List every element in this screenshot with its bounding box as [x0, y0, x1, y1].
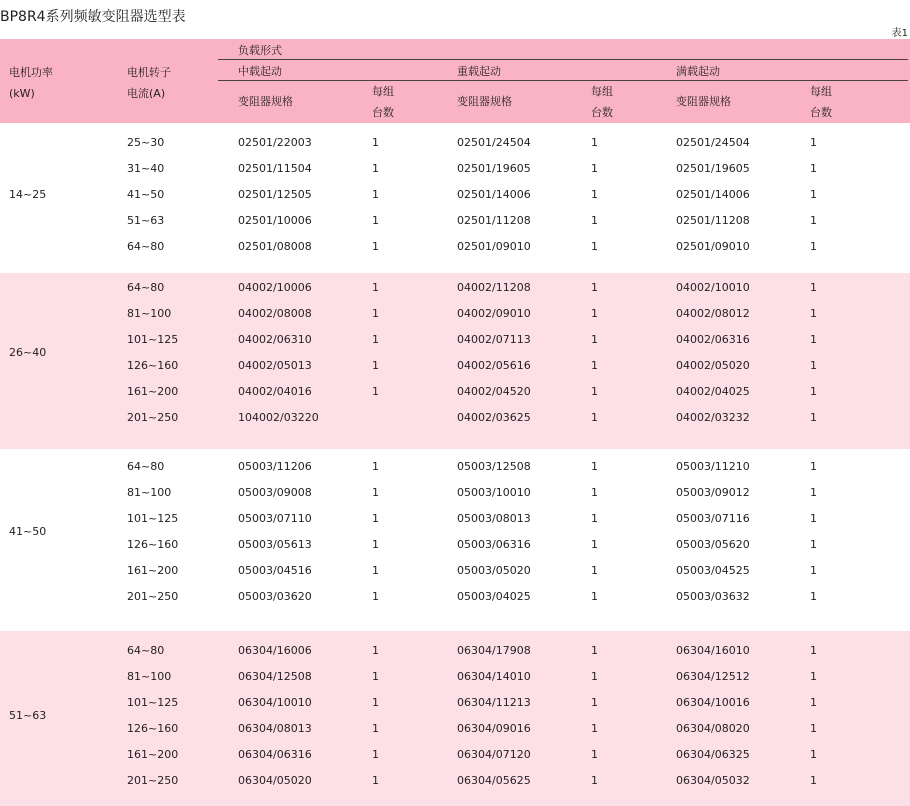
- cell-rotor-current: 101~125: [127, 512, 179, 525]
- cell-full-count: 1: [810, 214, 817, 227]
- cell-medium-spec: 06304/06316: [238, 748, 312, 761]
- cell-full-spec: 04002/05020: [676, 359, 750, 372]
- cell-motor-power: 51~63: [9, 709, 47, 722]
- cell-medium-count: 1: [372, 359, 379, 372]
- cell-medium-count: 1: [372, 748, 379, 761]
- cell-medium-spec: 02501/11504: [238, 162, 312, 175]
- cell-heavy-spec: 04002/11208: [457, 281, 531, 294]
- cell-rotor-current: 161~200: [127, 385, 179, 398]
- cell-heavy-spec: 02501/09010: [457, 240, 531, 253]
- cell-medium-spec: 06304/10010: [238, 696, 312, 709]
- cell-heavy-count: 1: [591, 564, 598, 577]
- cell-medium-spec: 02501/12505: [238, 188, 312, 201]
- cell-rotor-current: 64~80: [127, 281, 165, 294]
- cell-heavy-count: 1: [591, 385, 598, 398]
- cell-heavy-count: 1: [591, 460, 598, 473]
- cell-full-spec: 02501/24504: [676, 136, 750, 149]
- cell-rotor-current: 126~160: [127, 359, 179, 372]
- cell-medium-spec: 104002/03220: [238, 411, 319, 424]
- cell-heavy-count: 1: [591, 696, 598, 709]
- cell-heavy-count: 1: [591, 359, 598, 372]
- cell-motor-power: 26~40: [9, 346, 47, 359]
- cell-medium-spec: 06304/12508: [238, 670, 312, 683]
- header-heavy-count: 每组: [591, 85, 613, 98]
- cell-heavy-spec: 02501/11208: [457, 214, 531, 227]
- cell-rotor-current: 161~200: [127, 564, 179, 577]
- header-medium-start: 中载起动: [238, 65, 282, 78]
- header-divider-load-type: [218, 59, 908, 60]
- cell-medium-count: 1: [372, 281, 379, 294]
- cell-heavy-count: 1: [591, 136, 598, 149]
- cell-rotor-current: 101~125: [127, 333, 179, 346]
- cell-medium-count: 1: [372, 590, 379, 603]
- cell-rotor-current: 201~250: [127, 774, 179, 787]
- header-medium-count: 每组: [372, 85, 394, 98]
- cell-rotor-current: 64~80: [127, 240, 165, 253]
- cell-medium-count: 1: [372, 564, 379, 577]
- cell-full-spec: 06304/16010: [676, 644, 750, 657]
- cell-heavy-spec: 06304/14010: [457, 670, 531, 683]
- cell-full-count: 1: [810, 644, 817, 657]
- cell-heavy-spec: 05003/06316: [457, 538, 531, 551]
- cell-full-count: 1: [810, 460, 817, 473]
- cell-heavy-count: 1: [591, 590, 598, 603]
- cell-medium-spec: 05003/07110: [238, 512, 312, 525]
- cell-full-spec: 06304/06325: [676, 748, 750, 761]
- cell-rotor-current: 81~100: [127, 307, 172, 320]
- cell-full-count: 1: [810, 564, 817, 577]
- cell-full-spec: 04002/03232: [676, 411, 750, 424]
- cell-rotor-current: 201~250: [127, 590, 179, 603]
- cell-full-count: 1: [810, 136, 817, 149]
- cell-rotor-current: 51~63: [127, 214, 165, 227]
- cell-heavy-spec: 06304/17908: [457, 644, 531, 657]
- power-group: [0, 123, 910, 273]
- cell-medium-spec: 06304/05020: [238, 774, 312, 787]
- cell-heavy-spec: 06304/07120: [457, 748, 531, 761]
- cell-motor-power: 41~50: [9, 525, 47, 538]
- cell-full-spec: 04002/08012: [676, 307, 750, 320]
- cell-medium-spec: 04002/04016: [238, 385, 312, 398]
- cell-full-count: 1: [810, 281, 817, 294]
- header-load-type: 负载形式: [238, 44, 282, 57]
- cell-rotor-current: 64~80: [127, 460, 165, 473]
- cell-heavy-spec: 05003/05020: [457, 564, 531, 577]
- cell-heavy-spec: 02501/24504: [457, 136, 531, 149]
- header-full-count: 每组: [810, 85, 832, 98]
- cell-full-count: 1: [810, 670, 817, 683]
- cell-heavy-count: 1: [591, 512, 598, 525]
- cell-rotor-current: 25~30: [127, 136, 165, 149]
- cell-medium-count: 1: [372, 188, 379, 201]
- header-full-start: 满载起动: [676, 65, 720, 78]
- cell-heavy-count: 1: [591, 307, 598, 320]
- cell-heavy-spec: 05003/12508: [457, 460, 531, 473]
- cell-medium-spec: 05003/03620: [238, 590, 312, 603]
- cell-rotor-current: 81~100: [127, 670, 172, 683]
- cell-full-spec: 06304/05032: [676, 774, 750, 787]
- header-motor-power-unit: (kW): [9, 87, 35, 100]
- cell-heavy-spec: 04002/09010: [457, 307, 531, 320]
- cell-medium-count: 1: [372, 486, 379, 499]
- power-group: [0, 449, 910, 631]
- cell-full-spec: 02501/09010: [676, 240, 750, 253]
- cell-heavy-spec: 05003/08013: [457, 512, 531, 525]
- header-full-spec: 变阻器规格: [676, 95, 731, 108]
- cell-full-count: 1: [810, 774, 817, 787]
- cell-rotor-current: 201~250: [127, 411, 179, 424]
- cell-full-count: 1: [810, 590, 817, 603]
- cell-medium-count: 1: [372, 136, 379, 149]
- cell-heavy-count: 1: [591, 644, 598, 657]
- cell-medium-spec: 04002/06310: [238, 333, 312, 346]
- cell-heavy-count: 1: [591, 411, 598, 424]
- header-divider-start-modes: [218, 80, 908, 81]
- cell-full-count: 1: [810, 162, 817, 175]
- cell-heavy-spec: 04002/03625: [457, 411, 531, 424]
- cell-medium-count: 1: [372, 214, 379, 227]
- cell-medium-count: 1: [372, 538, 379, 551]
- cell-medium-count: 1: [372, 333, 379, 346]
- cell-full-count: 1: [810, 722, 817, 735]
- cell-full-spec: 06304/08020: [676, 722, 750, 735]
- header-heavy-spec: 变阻器规格: [457, 95, 512, 108]
- cell-heavy-count: 1: [591, 188, 598, 201]
- cell-full-spec: 05003/05620: [676, 538, 750, 551]
- cell-full-spec: 05003/09012: [676, 486, 750, 499]
- header-medium-count: 台数: [372, 106, 394, 119]
- cell-full-count: 1: [810, 486, 817, 499]
- cell-heavy-spec: 04002/04520: [457, 385, 531, 398]
- cell-full-count: 1: [810, 307, 817, 320]
- cell-heavy-spec: 06304/05625: [457, 774, 531, 787]
- cell-medium-count: 1: [372, 512, 379, 525]
- cell-medium-spec: 05003/05613: [238, 538, 312, 551]
- cell-heavy-count: 1: [591, 214, 598, 227]
- cell-medium-count: 1: [372, 385, 379, 398]
- cell-heavy-spec: 02501/14006: [457, 188, 531, 201]
- cell-medium-spec: 02501/08008: [238, 240, 312, 253]
- cell-medium-count: 1: [372, 644, 379, 657]
- page-title: BP8R4系列频敏变阻器选型表: [0, 9, 186, 25]
- cell-heavy-count: 1: [591, 333, 598, 346]
- header-full-count: 台数: [810, 106, 832, 119]
- power-group: [0, 631, 910, 806]
- cell-heavy-spec: 02501/19605: [457, 162, 531, 175]
- cell-medium-spec: 06304/16006: [238, 644, 312, 657]
- cell-medium-count: 1: [372, 722, 379, 735]
- cell-rotor-current: 41~50: [127, 188, 165, 201]
- cell-rotor-current: 81~100: [127, 486, 172, 499]
- cell-full-count: 1: [810, 512, 817, 525]
- header-heavy-start: 重载起动: [457, 65, 501, 78]
- cell-heavy-count: 1: [591, 748, 598, 761]
- cell-medium-count: 1: [372, 240, 379, 253]
- table-header: [0, 39, 910, 123]
- cell-rotor-current: 64~80: [127, 644, 165, 657]
- cell-full-spec: 04002/10010: [676, 281, 750, 294]
- header-rotor-current: 电机转子: [127, 66, 171, 79]
- cell-medium-count: 1: [372, 774, 379, 787]
- cell-heavy-count: 1: [591, 722, 598, 735]
- cell-heavy-count: 1: [591, 486, 598, 499]
- cell-full-spec: 06304/12512: [676, 670, 750, 683]
- cell-full-count: 1: [810, 188, 817, 201]
- cell-full-count: 1: [810, 240, 817, 253]
- power-group: [0, 273, 910, 449]
- cell-medium-count: 1: [372, 307, 379, 320]
- cell-medium-count: 1: [372, 460, 379, 473]
- cell-heavy-spec: 05003/04025: [457, 590, 531, 603]
- table-number-label: 表1: [891, 28, 908, 39]
- cell-heavy-spec: 04002/05616: [457, 359, 531, 372]
- cell-full-spec: 06304/10016: [676, 696, 750, 709]
- cell-full-spec: 05003/11210: [676, 460, 750, 473]
- cell-rotor-current: 31~40: [127, 162, 165, 175]
- cell-full-spec: 02501/19605: [676, 162, 750, 175]
- cell-medium-count: 1: [372, 696, 379, 709]
- cell-heavy-count: 1: [591, 281, 598, 294]
- cell-full-count: 1: [810, 385, 817, 398]
- cell-medium-spec: 04002/10006: [238, 281, 312, 294]
- cell-full-count: 1: [810, 411, 817, 424]
- cell-heavy-spec: 04002/07113: [457, 333, 531, 346]
- cell-heavy-spec: 06304/11213: [457, 696, 531, 709]
- cell-heavy-count: 1: [591, 162, 598, 175]
- cell-full-count: 1: [810, 696, 817, 709]
- cell-full-spec: 04002/06316: [676, 333, 750, 346]
- cell-medium-spec: 05003/09008: [238, 486, 312, 499]
- cell-medium-count: 1: [372, 162, 379, 175]
- cell-full-count: 1: [810, 359, 817, 372]
- cell-rotor-current: 161~200: [127, 748, 179, 761]
- cell-medium-count: 1: [372, 670, 379, 683]
- header-heavy-count: 台数: [591, 106, 613, 119]
- cell-heavy-count: 1: [591, 240, 598, 253]
- header-medium-spec: 变阻器规格: [238, 95, 293, 108]
- cell-full-spec: 05003/07116: [676, 512, 750, 525]
- cell-medium-spec: 05003/04516: [238, 564, 312, 577]
- cell-heavy-count: 1: [591, 774, 598, 787]
- cell-full-count: 1: [810, 748, 817, 761]
- cell-rotor-current: 126~160: [127, 722, 179, 735]
- cell-full-count: 1: [810, 538, 817, 551]
- cell-heavy-spec: 06304/09016: [457, 722, 531, 735]
- cell-medium-spec: 04002/05013: [238, 359, 312, 372]
- cell-medium-spec: 02501/22003: [238, 136, 312, 149]
- header-rotor-current-unit: 电流(A): [127, 87, 166, 100]
- cell-heavy-count: 1: [591, 670, 598, 683]
- cell-motor-power: 14~25: [9, 188, 47, 201]
- cell-full-spec: 05003/04525: [676, 564, 750, 577]
- cell-rotor-current: 101~125: [127, 696, 179, 709]
- cell-full-spec: 04002/04025: [676, 385, 750, 398]
- cell-heavy-spec: 05003/10010: [457, 486, 531, 499]
- cell-medium-spec: 06304/08013: [238, 722, 312, 735]
- cell-heavy-count: 1: [591, 538, 598, 551]
- cell-full-count: 1: [810, 333, 817, 346]
- cell-full-spec: 05003/03632: [676, 590, 750, 603]
- cell-full-spec: 02501/14006: [676, 188, 750, 201]
- cell-medium-spec: 05003/11206: [238, 460, 312, 473]
- cell-rotor-current: 126~160: [127, 538, 179, 551]
- cell-medium-spec: 04002/08008: [238, 307, 312, 320]
- header-motor-power: 电机功率: [9, 66, 53, 79]
- cell-full-spec: 02501/11208: [676, 214, 750, 227]
- cell-medium-spec: 02501/10006: [238, 214, 312, 227]
